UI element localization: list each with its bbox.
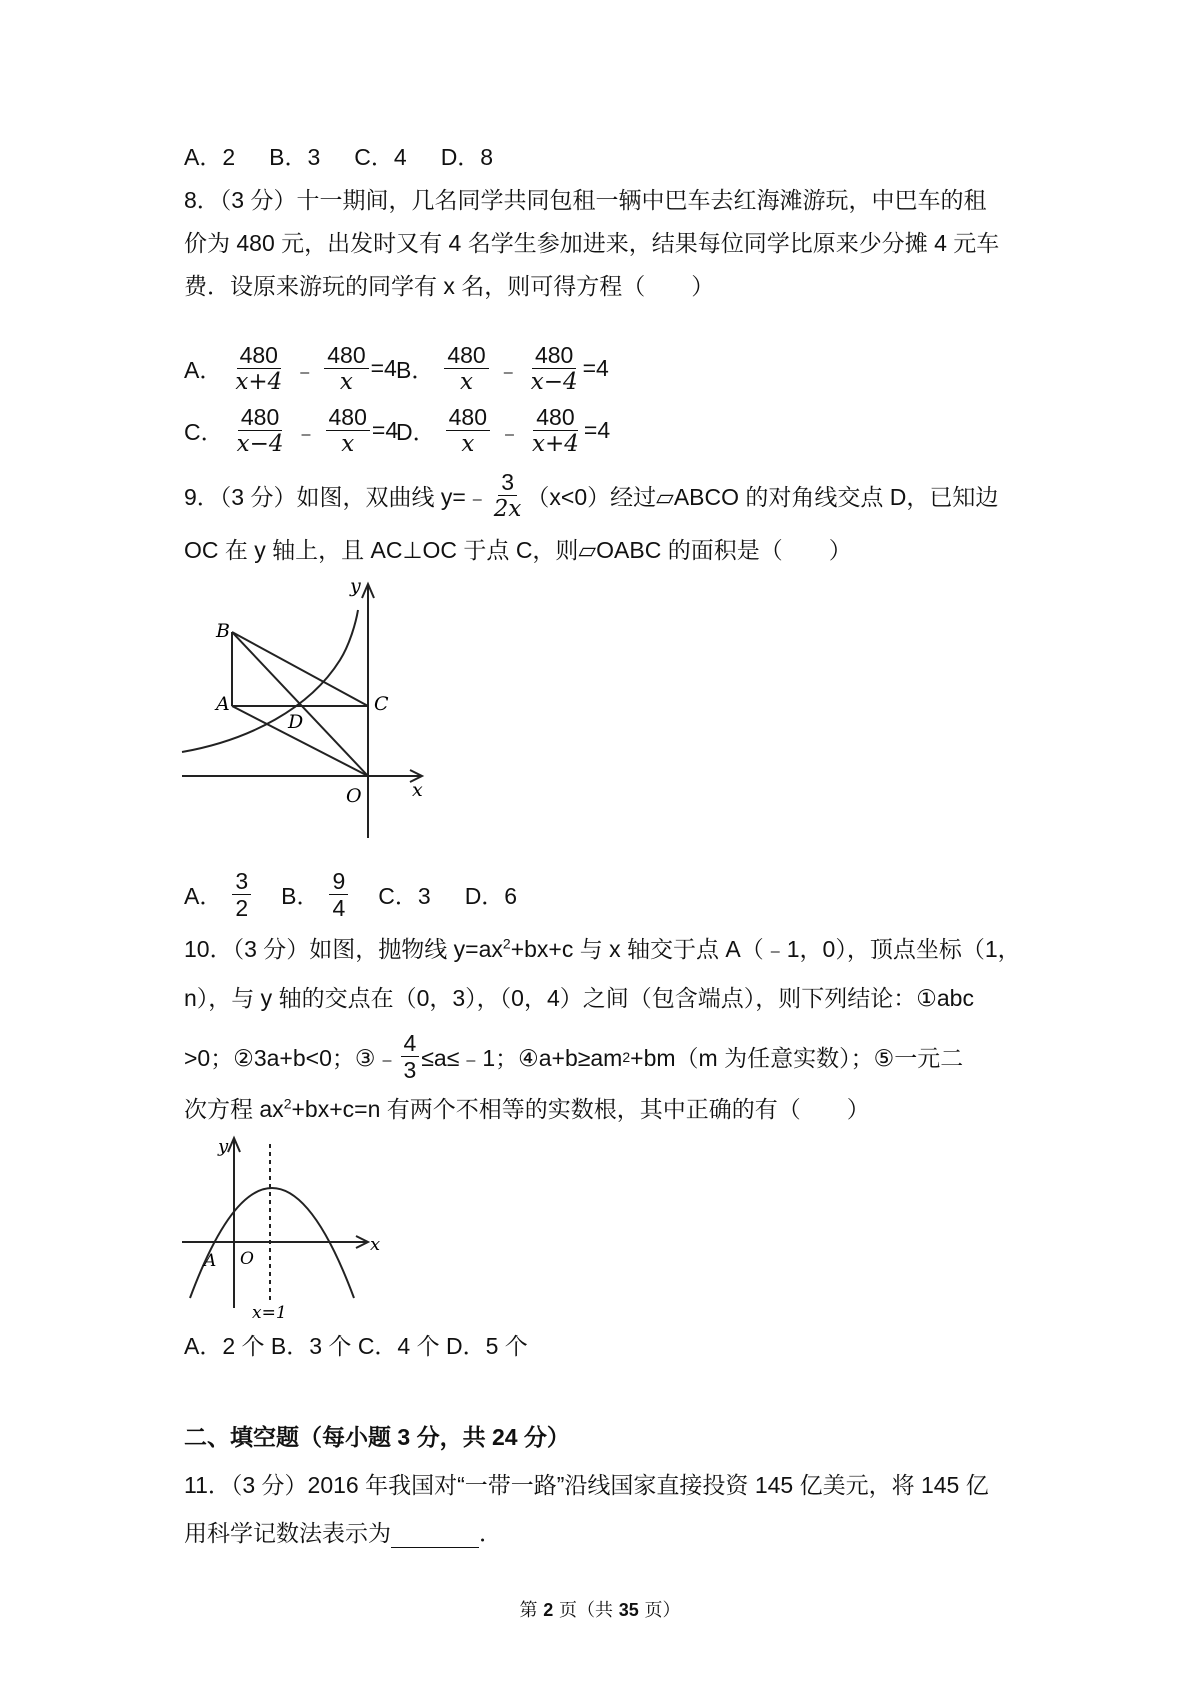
q8-option-a: A． $\frac{480}{x+4}$ ﹣ $\frac{480}{x}$ =4	[184, 342, 397, 395]
q9-options: A． $\frac{3}{2}$ B． $\frac{9}{4}$ C．3 D．6	[184, 868, 518, 921]
q9-option-d: D．6	[464, 883, 518, 909]
fraction: $\frac{480}{x-4}$	[530, 342, 578, 395]
q9-line-2: OC 在 y 轴上，且 AC⊥OC 于点 C，则▱OABC 的面积是（ ）	[184, 537, 852, 563]
q8-option-d: D． $\frac{480}{x}$ ﹣ $\frac{480}{x+4}$ =4	[396, 404, 611, 457]
q10-line-4: 次方程 $ax^2+bx+c=n$ 有两个不相等的实数根，其中正确的有（ ）	[184, 1095, 870, 1122]
fraction: $\frac{4}{3}$	[401, 1030, 420, 1083]
q8-line-1: 8．（3 分）十一期间，几名同学共同包租一辆中巴车去红海滩游玩，中巴车的租	[184, 187, 987, 213]
q11-line-1: 11．（3 分）2016 年我国对“一带一路”沿线国家直接投资 145 亿美元，将 145 亿	[184, 1472, 989, 1498]
q11-line-2: 用科学记数法表示为 ．	[184, 1520, 502, 1546]
fraction: $\frac{480}{x+4}$	[532, 404, 579, 457]
hyperbola-curve	[182, 610, 358, 752]
label-x: x	[412, 779, 423, 801]
q7-options	[184, 142, 527, 172]
q9-option-b-fraction: $\frac{9}{4}$	[329, 868, 348, 921]
fraction: $\frac{480}{x}$	[326, 404, 370, 457]
label-a: A	[216, 693, 230, 715]
fraction: $\frac{3}{2x}$	[493, 469, 522, 522]
label-a: A	[204, 1251, 217, 1271]
label-o: O	[240, 1249, 254, 1269]
fraction: $\frac{480}{x}$	[446, 404, 490, 457]
fraction: $\frac{480}{x-4}$	[236, 404, 284, 457]
label-d: D	[288, 711, 304, 733]
q10-options: A．2 个 B．3 个 C．4 个 D．5 个	[184, 1333, 528, 1359]
label-x: x	[370, 1234, 381, 1255]
q9-line-1: 9．（3 分）如图，双曲线 y=﹣ $\frac{3}{2x}$ （x<0）经过▱ABCO 的对角线交点 D，已知边	[184, 469, 999, 522]
q10-figure	[182, 1130, 392, 1320]
label-y: y	[350, 580, 361, 597]
q9-option-c: C．3	[378, 883, 431, 909]
answer-blank[interactable]	[391, 1525, 479, 1548]
q8-option-b: B． $\frac{480}{x}$ ﹣ $\frac{480}{x-4}$ =4	[396, 342, 609, 395]
q8-option-c: C． $\frac{480}{x-4}$ ﹣ $\frac{480}{x}$ =4	[184, 404, 399, 457]
q7-option-d: D．8	[440, 144, 494, 170]
fraction: $\frac{480}{x+4}$	[235, 342, 283, 395]
q10-line-3: >0；②3a+b<0；③﹣ $\frac{4}{3}$ ≤a≤﹣1；④a+b≥am 2 +bm（m 为任意实数）；⑤一元二	[184, 1030, 964, 1083]
q9-option-a-fraction: $\frac{3}{2}$	[232, 868, 251, 921]
label-axis-x1: x=1	[252, 1303, 287, 1320]
page-footer: 第 2 页（共 35 页）	[519, 1600, 681, 1621]
fraction: $\frac{480}{x}$	[324, 342, 368, 395]
label-c: C	[374, 693, 389, 715]
q7-option-a: A．2	[184, 144, 236, 170]
label-o: O	[346, 785, 362, 807]
fraction: $\frac{480}{x}$	[444, 342, 488, 395]
total-pages: 35	[618, 1600, 639, 1620]
q10-line-2: n），与 y 轴的交点在（0，3），（0，4）之间（包含端点），则下列结论：①abc	[184, 985, 974, 1011]
q7-option-c: C．4	[354, 144, 407, 170]
page-number: 2	[543, 1600, 554, 1620]
label-y: y	[218, 1136, 229, 1157]
q8-line-2: 价为 480 元，出发时又有 4 名学生参加进来，结果每位同学比原来少分摊 4 元车	[184, 230, 1000, 256]
q9-figure	[180, 580, 430, 842]
q10-line-1: 10．（3 分）如图，抛物线 $y=ax^2+bx+c$ 与 x 轴交于点 A（﹣1，0），顶点坐标（1，	[184, 935, 1021, 962]
q7-option-b: B．3	[269, 144, 321, 170]
q8-line-3: 费．设原来游玩的同学有 x 名，则可得方程（ ）	[184, 273, 715, 299]
section-heading: 二、填空题（每小题 3 分，共 24 分）	[184, 1424, 570, 1450]
label-b: B	[216, 620, 230, 642]
